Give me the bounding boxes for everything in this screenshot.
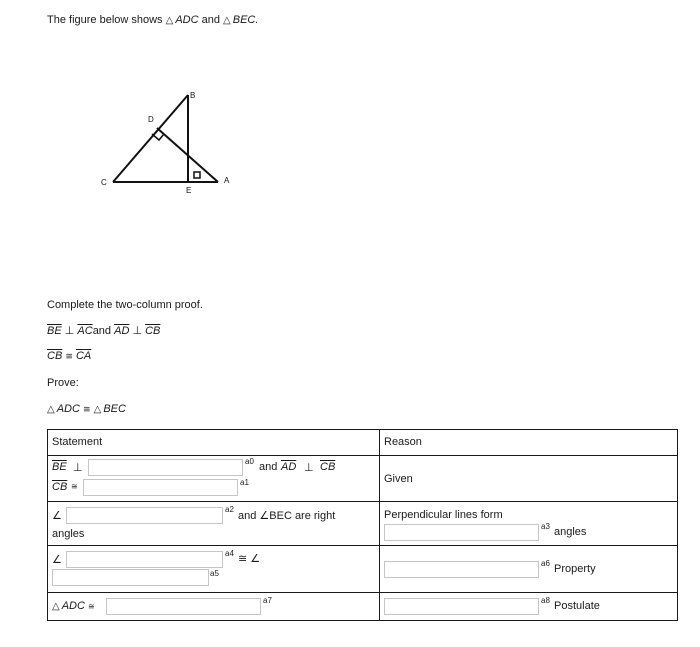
segment-label: $\overline{CA}$ xyxy=(75,350,92,362)
triangle-name: ADC xyxy=(61,600,85,612)
segment-label: $\overline{CB}$ xyxy=(47,350,63,362)
statement-cell xyxy=(48,456,380,502)
congruent-symbol: ≅ xyxy=(83,404,91,414)
angle-symbol: ∠ xyxy=(52,510,62,522)
reason-text: Perpendicular lines form xyxy=(384,509,503,521)
segment-label: $\overline{CB}$ xyxy=(320,461,336,473)
blank-a5-label: a5 xyxy=(210,569,219,578)
segment-label: $\overline{CB}$ xyxy=(145,325,161,337)
table-row xyxy=(48,546,678,593)
and-text: and xyxy=(92,325,112,337)
perp-symbol: ⊥ xyxy=(73,462,83,474)
statement-text: and ∠BEC are right xyxy=(238,510,336,522)
segment-cb xyxy=(113,95,188,182)
blank-a3-label: a3 xyxy=(541,522,550,531)
reason-cell xyxy=(380,546,678,593)
reason-text: Property xyxy=(554,563,596,575)
reason-cell xyxy=(380,502,678,546)
label-e: E xyxy=(186,186,192,195)
blank-a6-marker xyxy=(541,559,550,574)
statement-cell xyxy=(48,593,380,621)
blank-a5-input[interactable] xyxy=(52,569,209,586)
blank-a4-label: a4 xyxy=(225,549,234,558)
statement-cell xyxy=(48,546,380,593)
blank-a8-label: a8 xyxy=(541,596,550,605)
reason-given: Given xyxy=(384,473,413,485)
blank-a2-label: a2 xyxy=(225,505,234,514)
segment-label: $\overline{AD}$ xyxy=(281,461,297,473)
reason-header: Reason xyxy=(384,436,422,448)
perp-symbol: ⊥ xyxy=(64,325,75,337)
triangle-icon: △ xyxy=(47,404,55,415)
intro-prefix: The figure below shows xyxy=(47,14,163,26)
triangle-icon: △ xyxy=(165,15,174,26)
blank-a7-input[interactable] xyxy=(106,598,261,615)
segment-label: $\overline{BE}$ xyxy=(47,325,62,337)
segment-label: $\overline{AD}$ xyxy=(114,325,130,337)
intro-and: and xyxy=(201,14,220,26)
reason-cell xyxy=(380,593,678,621)
intro-triangle-2: BEC. xyxy=(232,14,259,26)
triangle-icon: △ xyxy=(52,601,60,612)
table-row xyxy=(48,593,678,621)
right-angle-mark-e xyxy=(194,172,200,178)
table-row xyxy=(48,502,678,546)
label-d: D xyxy=(148,115,154,124)
blank-a6-input[interactable] xyxy=(384,561,539,578)
table-row xyxy=(48,456,678,502)
blank-a8-marker xyxy=(541,596,550,611)
prove-label: Prove: xyxy=(47,377,79,389)
blank-a7-marker xyxy=(263,596,272,611)
angle-symbol: ∠ xyxy=(52,554,62,566)
reason-cell xyxy=(380,456,678,502)
blank-a1-label: a1 xyxy=(240,478,249,487)
blank-a1-input[interactable] xyxy=(83,479,238,496)
perp-symbol: ⊥ xyxy=(304,462,314,474)
blank-a2-marker xyxy=(225,505,234,520)
blank-a0-input[interactable] xyxy=(88,459,243,476)
label-c: C xyxy=(101,178,107,187)
perp-symbol: ⊥ xyxy=(132,325,143,337)
congruent-symbol: ≅ xyxy=(71,482,78,491)
statement-header-cell xyxy=(48,430,380,456)
proof-table xyxy=(47,429,678,621)
table-header-row xyxy=(48,430,678,456)
reason-text: Postulate xyxy=(554,600,600,612)
blank-a8-input[interactable] xyxy=(384,598,539,615)
statement-header: Statement xyxy=(52,436,103,448)
statement-prefix xyxy=(52,600,95,612)
segment-label: $\overline{BE}$ xyxy=(52,461,67,473)
reason-header-cell xyxy=(380,430,678,456)
intro-triangle-1: ADC xyxy=(175,14,199,26)
prove-statement xyxy=(47,403,126,415)
blank-a7-label: a7 xyxy=(263,596,272,605)
label-b: B xyxy=(190,91,196,100)
congruent-symbol: ≅ xyxy=(65,351,73,361)
congruent-symbol: ≅ xyxy=(88,602,95,611)
triangle-icon: △ xyxy=(93,404,102,415)
intro-line xyxy=(47,14,258,26)
segment-label: $\overline{AC}$ xyxy=(77,325,93,337)
prove-triangle-1: ADC xyxy=(56,403,80,415)
blank-a6-label: a6 xyxy=(541,559,550,568)
segment-label: $\overline{CB}$ xyxy=(52,481,68,493)
blank-a4-marker xyxy=(225,549,234,564)
blank-a0-label: a0 xyxy=(245,457,254,466)
blank-a3-marker xyxy=(541,522,550,537)
statement-text-wrap: angles xyxy=(52,528,85,540)
statement-cell xyxy=(48,502,380,546)
congruent-angle-text: ≅ ∠ xyxy=(238,553,261,565)
blank-a0-marker xyxy=(245,457,254,472)
blank-a2-input[interactable] xyxy=(66,507,223,524)
blank-a3-input[interactable] xyxy=(384,524,539,541)
reason-text: angles xyxy=(554,526,587,538)
triangle-figure xyxy=(90,85,240,200)
prove-triangle-2: BEC xyxy=(103,403,126,415)
label-a: A xyxy=(224,176,230,185)
right-angle-mark-d xyxy=(152,134,164,140)
instruction-text: Complete the two-column proof. xyxy=(47,299,203,311)
given-line-1 xyxy=(47,324,160,337)
blank-a4-input[interactable] xyxy=(66,551,223,568)
and-text: and xyxy=(259,461,278,473)
given-line-2 xyxy=(47,350,91,362)
triangle-icon: △ xyxy=(223,15,231,26)
